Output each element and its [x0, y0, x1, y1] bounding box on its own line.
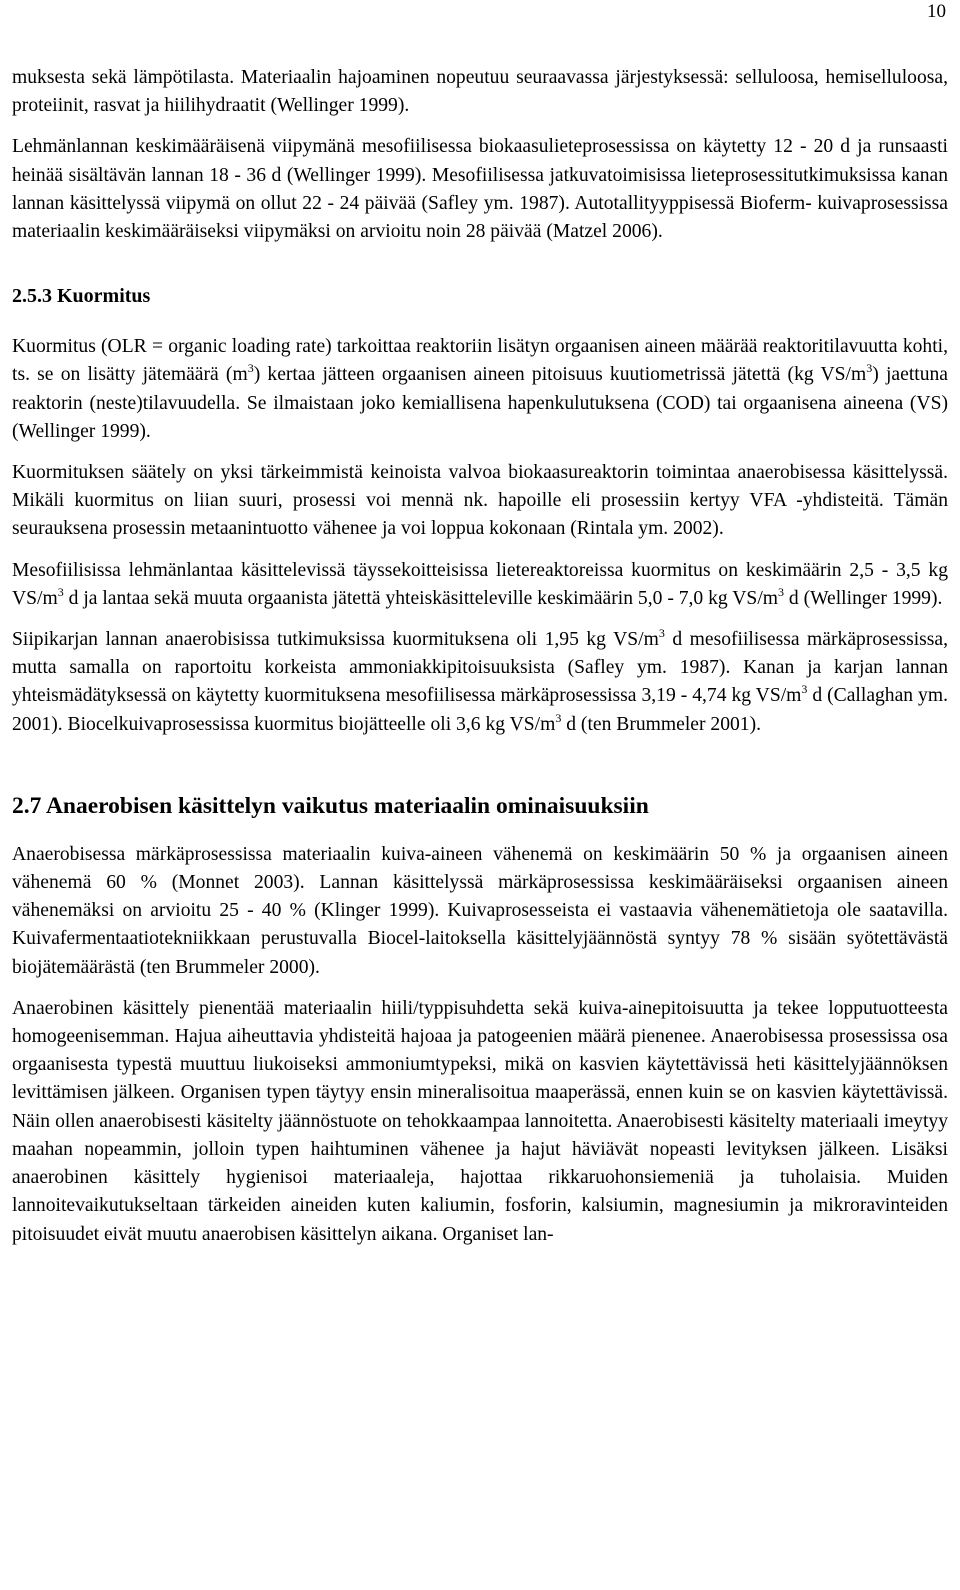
paragraph-poultry-load: Siipikarjan lannan anaerobisissa tutkimuksissa kuormituksena oli 1,95 kg $VS/m^3$ d mesofiilisessa märkäprosessissa, mutta samalla on raportoitu korkeista ammoniakkipitoisuuksista (Safley ym. 1987). Kanan ja karjan lannan yhteismädätyksessä on käytetty kuormituksena mesofiilisessa märkäprosessissa 3,19 - 4,74 kg $VS/m^3$ d (Callaghan ym. 2001). Biocelkuivaprosessissa kuormitus biojätteelle oli 3,6 kg $VS/m^3$ d (ten Brummeler 2001).: [12, 626, 948, 735]
page-number: 10: [927, 1, 946, 22]
section-heading-anaerobic-effects: 2.7 Anaerobisen käsittelyn vaikutus materiaalin ominaisuuksiin: [12, 792, 649, 819]
section-heading-kuormitus: 2.5.3 Kuormitus: [12, 285, 151, 308]
paragraph-nutrient-effects: Anaerobinen käsittely pienentää materiaalin hiili/typpisuhdetta sekä kuiva-ainepitoisuutta ja tekee lopputuotteesta homogeenisemman. Hajua aiheuttavia yhdisteitä hajoaa ja patogeenien määrä pienenee. Anaerobisessa prosessissa osa orgaanisesta typestä muuttuu liukoiseksi ammoniumtypeksi, mikä on kasvien käytettävissä heti käsittelyjäännöksen levittämisen jälkeen. Organisen typen täytyy ensin mineralisoitua maaperässä, ennen kuin se on kasvien käytettävissä. Näin ollen anaerobisesti käsitelty jäännöstuote on tehokkaampaa lannoitetta. Anaerobisesti käsitelty materiaali imeytyy maahan nopeammin, jolloin typen haihtuminen vähenee ja hajut häviävät nopeasti levityksen jälkeen. Lisäksi anaerobinen käsittely hygienisoi materiaaleja, hajottaa rikkaruohonsiemeniä ja tuholaisia. Muiden lannoitevaikutukseltaan tärkeiden aineiden kuten kaliumin, fosforin, kalsiumin, magnesiumin ja mikroravinteiden pitoisuudet eivät muutu anaerobisen käsittelyn aikana. Organiset lan-: [12, 997, 948, 1245]
paragraph-retention-time: Lehmänlannan keskimääräisenä viipymänä mesofiilisessa biokaasulieteprosessissa on käytetty 12 - 20 d ja runsaasti heinää sisältävän lannan 18 - 36 d (Wellinger 1999). Mesofiilisessa jatkuvatoimisissa lieteprosessitutkimuksissa kanan lannan käsittelyssä viipymä on ollut 22 - 24 päivää (Safley ym. 1987). Autotallityyppisessä Bioferm- kuivaprosessissa materiaalin keskimääräiseksi viipymäksi on arvioitu noin 28 päivää (Matzel 2006).: [12, 136, 948, 243]
paragraph-mesophilic-load: Mesofiilisissa lehmänlantaa käsittelevissä täyssekoitteisissa lietereaktoreissa kuormitus on keskimäärin 2,5 - 3,5 kg $VS/m^3$ d ja lantaa sekä muuta orgaanista jätettä yhteiskäsitteleville keskimäärin 5,0 - 7,0 kg $VS/m^3$ d (Wellinger 1999).: [12, 559, 948, 609]
document-body: [12, 64, 948, 1249]
paragraph-olr-definition: Kuormitus (OLR = organic loading rate) tarkoittaa reaktoriin lisätyn orgaanisen aineen määrää reaktoritilavuutta kohti, ts. se on lisätty jätemäärä $(m^3)$ kertaa jätteen orgaanisen aineen pitoisuus kuutiometrissä jätettä (kg $VS/m^3$) jaettuna reaktorin (neste)tilavuudella. Se ilmaistaan joko kemiallisena hapenkulutuksena (COD) tai orgaanisena aineena (VS) (Wellinger 1999).: [12, 336, 948, 442]
paragraph-intro: muksesta sekä lämpötilasta. Materiaalin hajoaminen nopeutuu seuraavassa järjestyksessä: selluloosa, hemiselluloosa, proteiinit, rasvat ja hiilihydraatit (Wellinger 1999).: [12, 67, 948, 117]
paragraph-load-control: Kuormituksen säätely on yksi tärkeimmistä keinoista valvoa biokaasureaktorin toimintaa anaerobisessa käsittelyssä. Mikäli kuormitus on liian suuri, prosessi voi mennä nk. hapoille eli prosessiin kertyy VFA -yhdisteitä. Tämän seurauksena prosessin metaanintuotto vähenee ja voi loppua kokonaan (Rintala ym. 2002).: [12, 462, 948, 540]
paragraph-dry-matter-reduction: Anaerobisessa märkäprosessissa materiaalin kuiva-aineen vähenemä on keskimäärin 50 % ja orgaanisen aineen vähenemä 60 % (Monnet 2003). Lannan käsittelyssä märkäprosessissa keskimääräiseksi orgaanisen aineen vähenemäksi on arvioitu 25 - 40 % (Klinger 1999). Kuivaprosesseista ei vastaavia vähenemätietoja ole saatavilla. Kuivafermentaatiotekniikkaan perustuvalla Biocel-laitoksella käsittelyjäännöstä syntyy 78 % sisään syötettävästä biojätemäärästä (ten Brummeler 2000).: [12, 843, 948, 978]
